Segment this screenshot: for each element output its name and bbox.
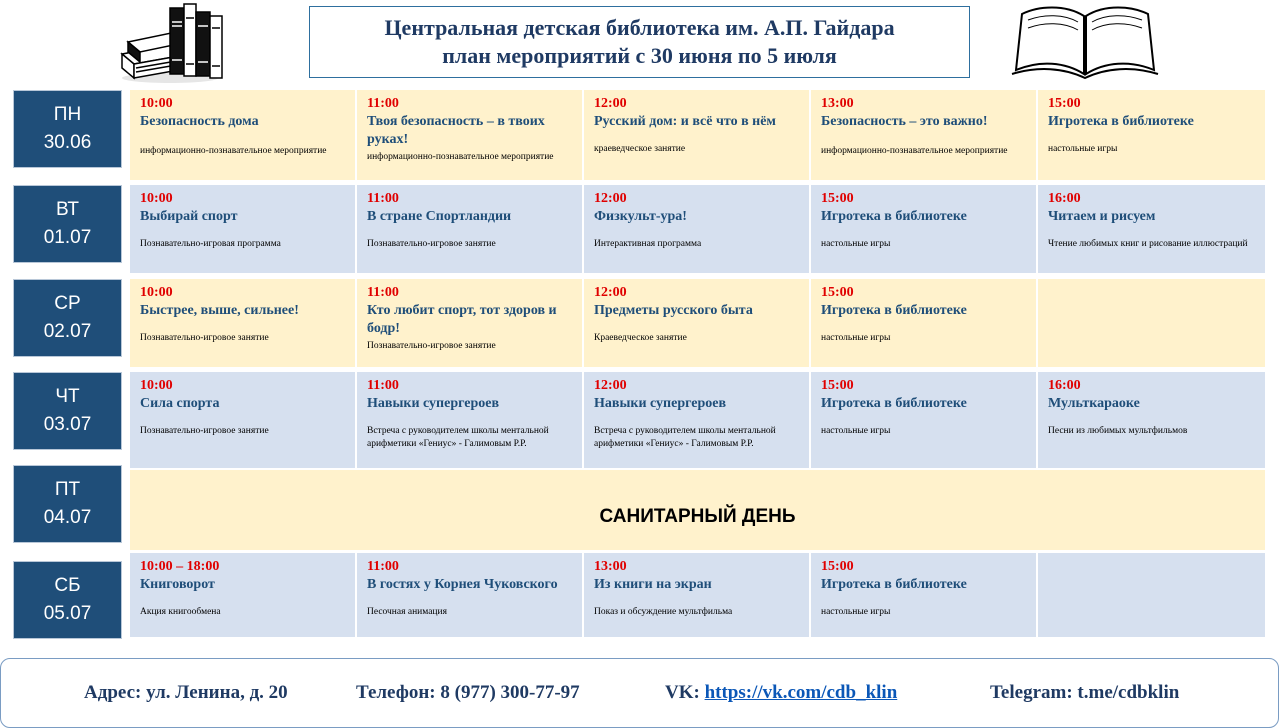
event-description: Познавательно-игровая программа xyxy=(140,239,281,249)
event-cell xyxy=(584,279,811,367)
event-description: настольные игры xyxy=(821,333,891,343)
sanitary-day-label: САНИТАРНЫЙ ДЕНЬ xyxy=(599,506,796,527)
event-cell xyxy=(1038,372,1265,468)
event-time: 15:00 xyxy=(821,285,854,300)
event-title: Игротека в библиотеке xyxy=(821,577,967,592)
day-weekday: ПТ xyxy=(54,479,81,500)
event-description: настольные игры xyxy=(821,426,891,436)
event-title: Кто любит спорт, тот здоров и бодр! xyxy=(367,303,557,336)
event-title: Русский дом: и всё что в нём xyxy=(594,114,776,129)
event-title: Быстрее, выше, сильнее! xyxy=(140,303,299,318)
day-date: 02.07 xyxy=(43,321,92,342)
header-title-box xyxy=(309,6,970,78)
event-cell xyxy=(811,372,1038,468)
day-date: 01.07 xyxy=(43,227,92,248)
day-weekday: ПН xyxy=(53,104,82,125)
event-time: 10:00 xyxy=(140,285,173,300)
event-time: 10:00 xyxy=(140,96,173,111)
sanitary-day-row xyxy=(130,470,1265,550)
event-time: 16:00 xyxy=(1048,378,1081,393)
event-cell xyxy=(130,553,357,637)
event-description: Встреча с руководителем школы ментальной арифметики «Гениус» - Галимовым Р.Р. xyxy=(594,426,776,449)
address-text: Адрес: ул. Ленина, д. 20 xyxy=(84,682,288,703)
event-title: В гостях у Корнея Чуковского xyxy=(367,577,558,592)
event-time: 15:00 xyxy=(821,191,854,206)
event-cell xyxy=(811,279,1038,367)
event-cell xyxy=(811,185,1038,273)
event-cell xyxy=(130,90,357,180)
event-description: Краеведческое занятие xyxy=(594,333,687,343)
event-title: Игротека в библиотеке xyxy=(1048,114,1194,129)
day-weekday: ВТ xyxy=(55,199,79,220)
event-time: 12:00 xyxy=(594,191,627,206)
event-title: Предметы русского быта xyxy=(594,303,753,318)
event-title: Выбирай спорт xyxy=(140,209,238,224)
event-time: 15:00 xyxy=(821,559,854,574)
event-cell xyxy=(584,372,811,468)
event-time: 12:00 xyxy=(594,378,627,393)
event-title: Игротека в библиотеке xyxy=(821,209,967,224)
event-title: Безопасность дома xyxy=(140,114,259,129)
event-description: Познавательно-игровое занятие xyxy=(140,333,269,343)
event-time: 15:00 xyxy=(1048,96,1081,111)
event-title: Твоя безопасность – в твоих руках! xyxy=(367,114,545,147)
event-title: Игротека в библиотеке xyxy=(821,396,967,411)
event-cell xyxy=(130,185,357,273)
event-title: В стране Спортландии xyxy=(367,209,512,224)
vk-label: VK: xyxy=(665,682,705,703)
telegram-text: Telegram: t.me/cdbklin xyxy=(990,682,1180,703)
day-date: 03.07 xyxy=(43,414,92,435)
event-time: 10:00 xyxy=(140,191,173,206)
event-title: Навыки супергероев xyxy=(367,396,500,411)
stack-of-books-icon xyxy=(118,2,228,84)
event-cell xyxy=(130,372,357,468)
event-time: 11:00 xyxy=(367,96,399,111)
event-time: 15:00 xyxy=(821,378,854,393)
event-description: Встреча с руководителем школы ментальной арифметики «Гениус» - Галимовым Р.Р. xyxy=(367,426,549,449)
event-time: 11:00 xyxy=(367,191,399,206)
day-date: 04.07 xyxy=(43,507,92,528)
day-weekday: СБ xyxy=(54,575,81,596)
event-time: 10:00 xyxy=(140,378,173,393)
event-description: настольные игры xyxy=(821,607,891,617)
event-cell xyxy=(1038,90,1265,180)
event-title: Игротека в библиотеке xyxy=(821,303,967,318)
event-cell xyxy=(357,372,584,468)
empty-event-cell xyxy=(1038,553,1265,637)
day-badge-thu xyxy=(13,372,122,450)
event-description: краеведческое занятие xyxy=(594,144,686,154)
schedule-row-thu xyxy=(130,372,1265,468)
event-title: Безопасность – это важно! xyxy=(821,114,988,129)
event-time: 16:00 xyxy=(1048,191,1081,206)
event-title: Читаем и рисуем xyxy=(1048,209,1156,224)
event-description: настольные игры xyxy=(1048,144,1118,154)
event-cell xyxy=(357,185,584,273)
day-badge-fri xyxy=(13,465,122,543)
schedule-row-wed xyxy=(130,279,1265,367)
event-cell xyxy=(584,185,811,273)
day-weekday: СР xyxy=(54,293,81,314)
schedule-row-mon xyxy=(130,90,1265,180)
day-badge-wed xyxy=(13,279,122,357)
event-cell xyxy=(584,90,811,180)
event-time: 11:00 xyxy=(367,559,399,574)
event-title: Из книги на экран xyxy=(594,577,712,592)
event-description: Песочная анимация xyxy=(367,607,447,617)
day-weekday: ЧТ xyxy=(55,386,80,407)
event-cell xyxy=(357,553,584,637)
event-cell xyxy=(357,90,584,180)
page-title: Центральная детская библиотека им. А.П. Гайдара xyxy=(384,15,895,40)
schedule-row-sat xyxy=(130,553,1265,637)
event-cell xyxy=(1038,185,1265,273)
event-description: Чтение любимых книг и рисование иллюстраций xyxy=(1048,239,1248,249)
event-description: Акция книгообмена xyxy=(140,607,221,617)
event-description: информационно-познавательное мероприятие xyxy=(367,152,554,162)
empty-event-cell xyxy=(1038,279,1265,367)
phone-text: Телефон: 8 (977) 300-77-97 xyxy=(356,682,580,703)
event-time: 11:00 xyxy=(367,285,399,300)
event-cell xyxy=(357,279,584,367)
event-time: 13:00 xyxy=(821,96,854,111)
event-title: Мульткараоке xyxy=(1048,396,1140,411)
event-cell xyxy=(130,279,357,367)
event-time: 12:00 xyxy=(594,96,627,111)
event-time: 13:00 xyxy=(594,559,627,574)
day-badge-tue xyxy=(13,185,122,263)
event-title: Физкульт-ура! xyxy=(594,209,687,224)
vk-link[interactable]: https://vk.com/cdb_klin xyxy=(704,682,898,703)
event-description: информационно-познавательное мероприятие xyxy=(821,146,1008,156)
day-badge-sat xyxy=(13,561,122,639)
event-description: настольные игры xyxy=(821,239,891,249)
day-date: 05.07 xyxy=(43,603,92,624)
day-date: 30.06 xyxy=(43,132,92,153)
page-subtitle: план мероприятий с 30 июня по 5 июля xyxy=(442,43,837,68)
event-cell xyxy=(811,553,1038,637)
event-title: Книговорот xyxy=(140,577,215,592)
event-time: 10:00 – 18:00 xyxy=(140,559,220,574)
contact-footer xyxy=(0,658,1279,728)
event-time: 12:00 xyxy=(594,285,627,300)
event-description: Познавательно-игровое занятие xyxy=(367,239,496,249)
event-title: Навыки супергероев xyxy=(594,396,727,411)
event-description: Познавательно-игровое занятие xyxy=(367,341,496,351)
event-cell xyxy=(584,553,811,637)
event-time: 11:00 xyxy=(367,378,399,393)
day-badge-mon xyxy=(13,90,122,168)
vk-contact xyxy=(665,682,897,704)
event-description: Интерактивная программа xyxy=(594,239,702,249)
event-title: Сила спорта xyxy=(140,396,220,411)
event-description: Песни из любимых мультфильмов xyxy=(1048,426,1188,436)
open-book-icon xyxy=(1010,4,1160,80)
event-description: Показ и обсуждение мультфильма xyxy=(594,607,733,617)
event-cell xyxy=(811,90,1038,180)
event-description: информационно-познавательное мероприятие xyxy=(140,146,327,156)
schedule-row-tue xyxy=(130,185,1265,273)
event-description: Познавательно-игровое занятие xyxy=(140,426,269,436)
